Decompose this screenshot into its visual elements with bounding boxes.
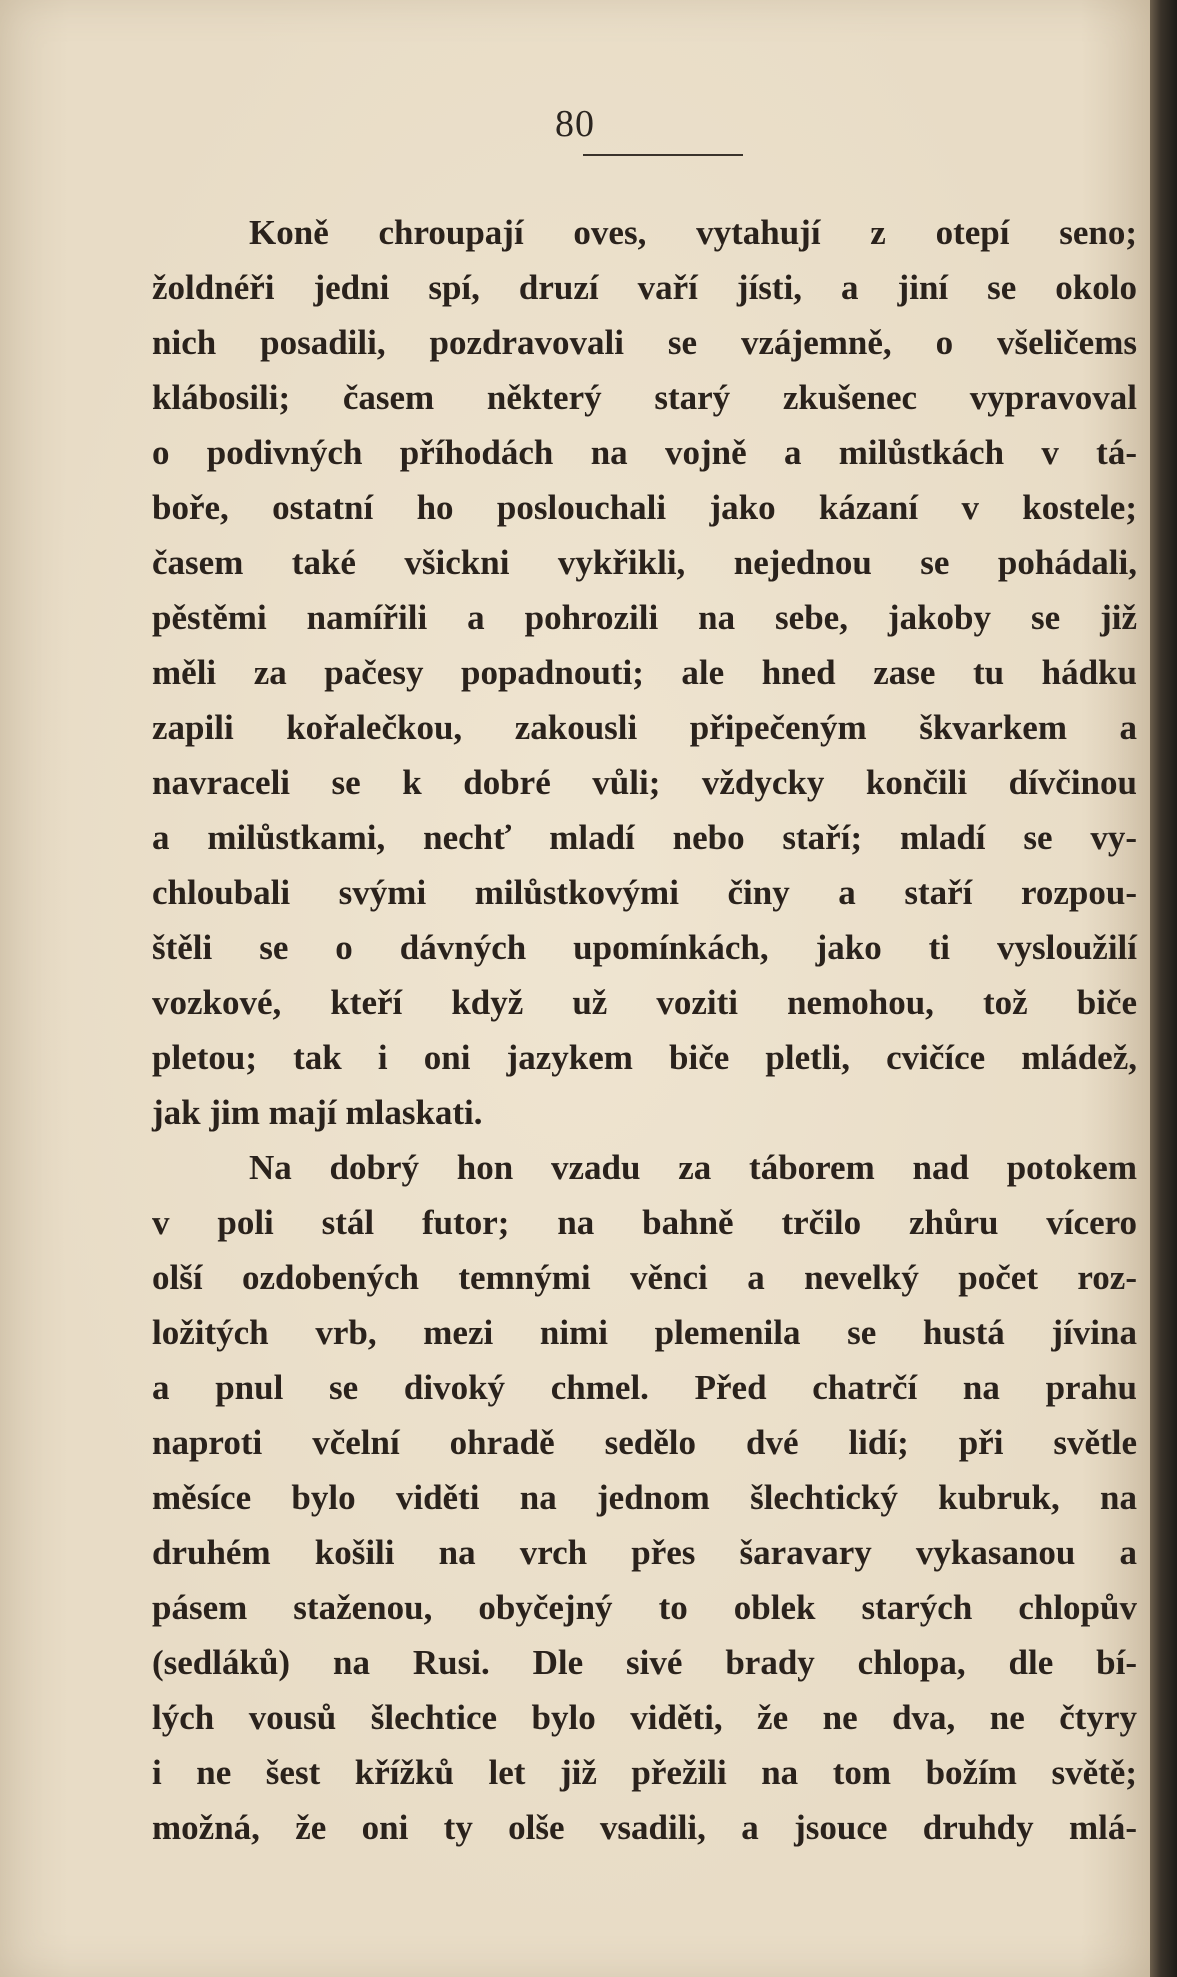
text-line: (sedláků) na Rusi. Dle sivé brady chlopa, dle bí- <box>152 1643 1137 1682</box>
text-line: olší ozdobených temnými věnci a nevelký počet roz- <box>152 1258 1137 1297</box>
text-line: chloubali svými milůstkovými činy a staří rozpou- <box>152 873 1137 912</box>
text-line: štěli se o dávných upomínkách, jako ti vysloužilí <box>152 928 1137 967</box>
text-line: možná, že oni ty olše vsadili, a jsouce druhdy mlá- <box>152 1808 1137 1847</box>
text-line: časem také všickni vykřikli, nejednou se pohádali, <box>152 543 1137 582</box>
text-line: měsíce bylo viděti na jednom šlechtický kubruk, na <box>152 1478 1137 1517</box>
text-line: Koně chroupají oves, vytahují z otepí seno; <box>249 213 1137 252</box>
text-line: v poli stál futor; na bahně trčilo zhůru vícero <box>152 1203 1137 1242</box>
text-line: boře, ostatní ho poslouchali jako kázaní v kostele; <box>152 488 1137 527</box>
text-line: i ne šest křížků let již přežili na tom božím světě; <box>152 1753 1137 1792</box>
text-line: druhém košili na vrch přes šaravary vykasanou a <box>152 1533 1137 1572</box>
text-line: pěstěmi namířili a pohrozili na sebe, jakoby se již <box>152 598 1137 637</box>
text-line: Na dobrý hon vzadu za táborem nad potokem <box>249 1148 1137 1187</box>
text-line: naproti včelní ohradě sedělo dvé lidí; při světle <box>152 1423 1137 1462</box>
text-line: zapili kořalečkou, zakousli připečeným škvarkem a <box>152 708 1137 747</box>
text-line: měli za pačesy popadnouti; ale hned zase tu hádku <box>152 653 1137 692</box>
text-line: jak jim mají mlaskati. <box>152 1093 483 1132</box>
text-line: vozkové, kteří když už voziti nemohou, tož biče <box>152 983 1137 1022</box>
text-line: a pnul se divoký chmel. Před chatrčí na prahu <box>152 1368 1137 1407</box>
text-line: pletou; tak i oni jazykem biče pletli, cvičíce mládež, <box>152 1038 1137 1077</box>
text-line: lých vousů šlechtice bylo viděti, že ne dva, ne čtyry <box>152 1698 1137 1737</box>
text-line: nich posadili, pozdravovali se vzájemně, o všeličems <box>152 323 1137 362</box>
header-rule <box>583 154 743 156</box>
page-edge <box>1150 0 1177 1977</box>
text-line: navraceli se k dobré vůli; vždycky končili dívčinou <box>152 763 1137 802</box>
body-text <box>152 205 1137 1855</box>
page-number: 80 <box>555 103 595 145</box>
text-line: žoldnéři jedni spí, druzí vaří jísti, a jiní se okolo <box>152 268 1137 307</box>
text-line: pásem staženou, obyčejný to oblek starých chlopův <box>152 1588 1137 1627</box>
text-line: a milůstkami, nechť mladí nebo staří; mladí se vy- <box>152 818 1137 857</box>
text-line: klábosili; časem některý starý zkušenec vypravoval <box>152 378 1137 417</box>
text-line: ložitých vrb, mezi nimi plemenila se hustá jívina <box>152 1313 1137 1352</box>
text-line: o podivných příhodách na vojně a milůstkách v tá- <box>152 433 1137 472</box>
